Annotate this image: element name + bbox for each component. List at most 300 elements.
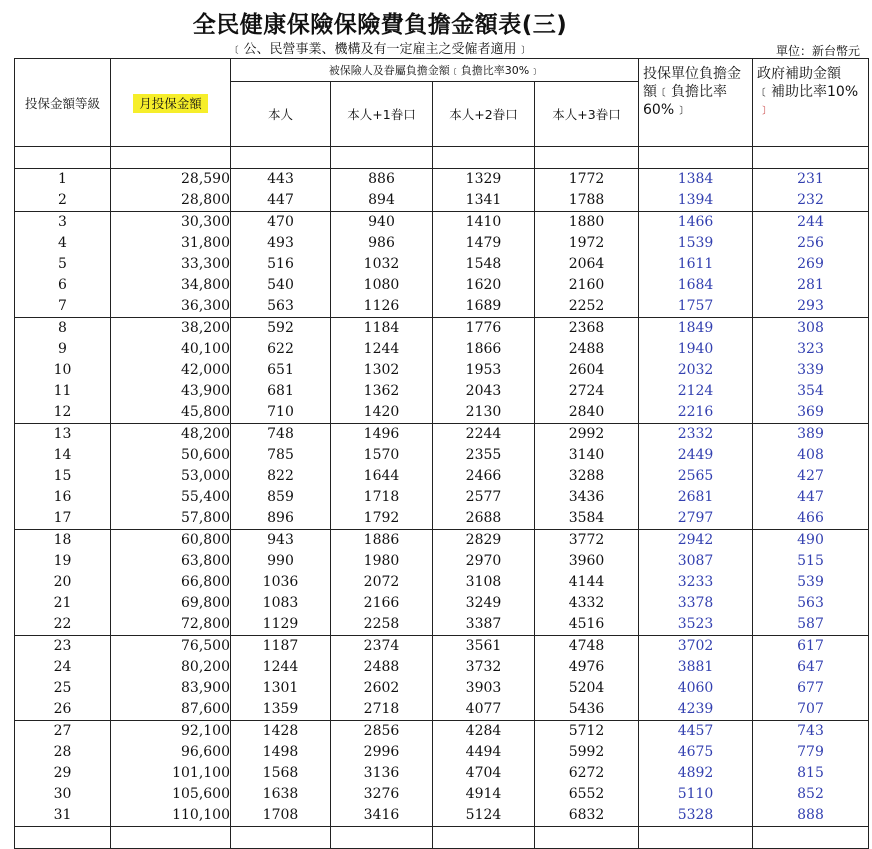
cell-self-plus-2: 3108: [433, 572, 535, 593]
cell-self-plus-2: 1329: [433, 169, 535, 191]
cell-self: 1428: [231, 721, 331, 743]
cell-grade: 24: [15, 657, 111, 678]
cell-government: 281: [753, 275, 869, 296]
cell-salary: 50,600: [111, 445, 231, 466]
cell-self-plus-1: 3136: [331, 763, 433, 784]
cell-self-plus-1: 1080: [331, 275, 433, 296]
cell-self-plus-1: 940: [331, 212, 433, 234]
cell-self-plus-3: 2252: [535, 296, 639, 318]
cell-self-plus-3: 3140: [535, 445, 639, 466]
cell-salary: 28,590: [111, 169, 231, 191]
cell-self-plus-1: 2488: [331, 657, 433, 678]
cell-employer: 1466: [639, 212, 753, 234]
cell-self-plus-2: 1620: [433, 275, 535, 296]
cell-self-plus-3: 2368: [535, 318, 639, 340]
cell-self-plus-1: 2374: [331, 636, 433, 658]
table-row: [15, 742, 869, 763]
cell-self: 563: [231, 296, 331, 318]
table-row: [15, 572, 869, 593]
cell-government: 815: [753, 763, 869, 784]
cell-self-plus-2: 1776: [433, 318, 535, 340]
header-government-bracket: ﹞: [757, 102, 772, 118]
cell-self-plus-2: 2130: [433, 402, 535, 424]
cell-self-plus-1: 1420: [331, 402, 433, 424]
cell-grade: 21: [15, 593, 111, 614]
cell-self: 785: [231, 445, 331, 466]
cell-employer: 3087: [639, 551, 753, 572]
cell-salary: 40,100: [111, 339, 231, 360]
cell-salary: 80,200: [111, 657, 231, 678]
cell-self-plus-1: 3276: [331, 784, 433, 805]
cell-self-plus-2: 4704: [433, 763, 535, 784]
cell-grade: 4: [15, 233, 111, 254]
header-employer-label: 投保單位負擔金額﹝負擔比率60%﹞: [643, 66, 742, 118]
cell-cutoff: [231, 827, 331, 849]
table-row: [15, 318, 869, 340]
cell-self-plus-3: 5436: [535, 699, 639, 721]
cell-self-plus-1: 1718: [331, 487, 433, 508]
cell-salary: 30,300: [111, 212, 231, 234]
cell-government: 408: [753, 445, 869, 466]
table-row: [15, 233, 869, 254]
cell-employer: 2124: [639, 381, 753, 402]
cell-self: 540: [231, 275, 331, 296]
page-title: 全民健康保險保險費負擔金額表(三): [192, 12, 568, 38]
cell-self-plus-1: 2602: [331, 678, 433, 699]
salary-highlight: 月投保金額: [133, 94, 208, 113]
cell-grade: 5: [15, 254, 111, 275]
cell-self: 516: [231, 254, 331, 275]
cell-government: 466: [753, 508, 869, 530]
cell-salary: 42,000: [111, 360, 231, 381]
cell-self-plus-3: 2064: [535, 254, 639, 275]
cell-self-plus-1: 886: [331, 169, 433, 191]
cell-self-plus-2: 2829: [433, 530, 535, 552]
cell-self-plus-3: 6272: [535, 763, 639, 784]
cell-grade: 27: [15, 721, 111, 743]
cell-self-plus-2: 3249: [433, 593, 535, 614]
table-row: [15, 551, 869, 572]
cell-employer: 4457: [639, 721, 753, 743]
cell-self-plus-1: 2072: [331, 572, 433, 593]
cell-government: 888: [753, 805, 869, 827]
cell-salary: 96,600: [111, 742, 231, 763]
cell-salary: 36,300: [111, 296, 231, 318]
cell-self-plus-3: 4748: [535, 636, 639, 658]
cell-employer: 1394: [639, 190, 753, 212]
table-row: [15, 763, 869, 784]
cell-grade: 30: [15, 784, 111, 805]
table-row: [15, 805, 869, 827]
cell-grade: 3: [15, 212, 111, 234]
cell-government: 256: [753, 233, 869, 254]
cell-self-plus-1: 1362: [331, 381, 433, 402]
cell-employer: 3881: [639, 657, 753, 678]
cell-government: 779: [753, 742, 869, 763]
header-employer: [639, 59, 753, 147]
cell-self-plus-3: 2840: [535, 402, 639, 424]
header-self-plus-3: 本人+3眷口: [535, 82, 639, 147]
cell-self-plus-2: 2466: [433, 466, 535, 487]
cell-self: 822: [231, 466, 331, 487]
cell-self-plus-2: 4914: [433, 784, 535, 805]
cell-government: 231: [753, 169, 869, 191]
cell-salary: 53,000: [111, 466, 231, 487]
cell-employer: 1684: [639, 275, 753, 296]
table-row: [15, 614, 869, 636]
cell-self-plus-3: 2992: [535, 424, 639, 446]
cell-self-plus-3: 1880: [535, 212, 639, 234]
table-row: [15, 381, 869, 402]
cell-grade: 16: [15, 487, 111, 508]
cell-self: 622: [231, 339, 331, 360]
cell-salary: 60,800: [111, 530, 231, 552]
cell-self-plus-2: 3561: [433, 636, 535, 658]
cell-grade: 13: [15, 424, 111, 446]
cell-salary: 105,600: [111, 784, 231, 805]
cell-grade: 31: [15, 805, 111, 827]
cell-self: 592: [231, 318, 331, 340]
cell-self-plus-2: 4494: [433, 742, 535, 763]
cell-government: 323: [753, 339, 869, 360]
cell-employer: 1611: [639, 254, 753, 275]
cell-self-plus-1: 1644: [331, 466, 433, 487]
cell-grade: 22: [15, 614, 111, 636]
cell-self-plus-3: 5204: [535, 678, 639, 699]
cell-self-plus-2: 2688: [433, 508, 535, 530]
header-self: 本人: [231, 82, 331, 147]
cell-government: 707: [753, 699, 869, 721]
cell-government: 539: [753, 572, 869, 593]
cell-self: 1129: [231, 614, 331, 636]
cell-self-plus-2: 3732: [433, 657, 535, 678]
cell-self: 943: [231, 530, 331, 552]
cell-self-plus-2: 2970: [433, 551, 535, 572]
cell-grade: 9: [15, 339, 111, 360]
cell-employer: 2797: [639, 508, 753, 530]
cell-employer: 4060: [639, 678, 753, 699]
table-row: [15, 169, 869, 191]
cell-grade: 1: [15, 169, 111, 191]
cell-self-plus-1: 986: [331, 233, 433, 254]
table-row: [15, 530, 869, 552]
table-row: [15, 360, 869, 381]
cell-self: 1568: [231, 763, 331, 784]
cell-government: 232: [753, 190, 869, 212]
page-subtitle: ﹝公、民營事業、機構及有一定雇主之受僱者適用﹞: [230, 42, 530, 57]
cell-government: 369: [753, 402, 869, 424]
cell-self-plus-3: 2160: [535, 275, 639, 296]
table-row: [15, 678, 869, 699]
cell-employer: 2449: [639, 445, 753, 466]
cell-self-plus-1: 1126: [331, 296, 433, 318]
table-row: [15, 466, 869, 487]
cell-self-plus-2: 1953: [433, 360, 535, 381]
cell-salary: 72,800: [111, 614, 231, 636]
cell-grade: 19: [15, 551, 111, 572]
cell-self-plus-2: 1410: [433, 212, 535, 234]
cell-cutoff: [15, 827, 111, 849]
cell-self-plus-1: 894: [331, 190, 433, 212]
cell-government: 293: [753, 296, 869, 318]
cell-self-plus-1: 1496: [331, 424, 433, 446]
cell-salary: 69,800: [111, 593, 231, 614]
table-row: [15, 593, 869, 614]
cell-self-plus-2: 1341: [433, 190, 535, 212]
cell-employer: 4892: [639, 763, 753, 784]
cell-employer: 4675: [639, 742, 753, 763]
cell-government: 427: [753, 466, 869, 487]
cell-self-plus-1: 2718: [331, 699, 433, 721]
cell-self-plus-3: 3584: [535, 508, 639, 530]
table-row: [15, 190, 869, 212]
cell-self-plus-1: 1184: [331, 318, 433, 340]
cell-employer: 2942: [639, 530, 753, 552]
cell-cutoff: [111, 827, 231, 849]
cell-grade: 10: [15, 360, 111, 381]
cell-employer: 4239: [639, 699, 753, 721]
cell-self-plus-2: 2355: [433, 445, 535, 466]
table-row: [15, 699, 869, 721]
cell-self: 710: [231, 402, 331, 424]
cell-salary: 28,800: [111, 190, 231, 212]
cell-government: 354: [753, 381, 869, 402]
cell-government: 743: [753, 721, 869, 743]
cell-employer: 2216: [639, 402, 753, 424]
cell-self-plus-1: 1980: [331, 551, 433, 572]
header-government-label: 政府補助金額﹝補助比率10%: [757, 66, 859, 100]
cell-self-plus-3: 3288: [535, 466, 639, 487]
cell-self-plus-3: 1772: [535, 169, 639, 191]
cell-self: 447: [231, 190, 331, 212]
cell-self: 990: [231, 551, 331, 572]
cell-employer: 3523: [639, 614, 753, 636]
cell-self-plus-3: 4976: [535, 657, 639, 678]
cell-employer: 2332: [639, 424, 753, 446]
cell-self: 1036: [231, 572, 331, 593]
cell-cutoff: [753, 827, 869, 849]
cell-self: 896: [231, 508, 331, 530]
table-row: [15, 402, 869, 424]
cell-self-plus-3: 4144: [535, 572, 639, 593]
cell-salary: 92,100: [111, 721, 231, 743]
cell-employer: 3378: [639, 593, 753, 614]
cell-grade: 23: [15, 636, 111, 658]
cell-self-plus-2: 2244: [433, 424, 535, 446]
cell-self-plus-1: 1244: [331, 339, 433, 360]
cell-government: 647: [753, 657, 869, 678]
table-row: [15, 721, 869, 743]
cell-salary: 33,300: [111, 254, 231, 275]
cell-self-plus-1: 2856: [331, 721, 433, 743]
cell-employer: 1757: [639, 296, 753, 318]
table-row: [15, 296, 869, 318]
cell-grade: 29: [15, 763, 111, 784]
cell-government: 563: [753, 593, 869, 614]
table-row-cutoff: [15, 827, 869, 849]
cell-salary: 76,500: [111, 636, 231, 658]
cell-grade: 11: [15, 381, 111, 402]
cell-self: 470: [231, 212, 331, 234]
cell-salary: 45,800: [111, 402, 231, 424]
cell-self: 1083: [231, 593, 331, 614]
cell-salary: 55,400: [111, 487, 231, 508]
cell-salary: 34,800: [111, 275, 231, 296]
cell-self-plus-2: 3903: [433, 678, 535, 699]
cell-salary: 48,200: [111, 424, 231, 446]
cell-grade: 26: [15, 699, 111, 721]
cell-self: 1187: [231, 636, 331, 658]
header-salary: [111, 59, 231, 147]
cell-self-plus-3: 5712: [535, 721, 639, 743]
cell-employer: 2681: [639, 487, 753, 508]
cell-cutoff: [535, 827, 639, 849]
cell-self-plus-2: 4077: [433, 699, 535, 721]
cell-self-plus-1: 1570: [331, 445, 433, 466]
cell-self: 859: [231, 487, 331, 508]
cell-self-plus-2: 4284: [433, 721, 535, 743]
cell-self-plus-3: 4516: [535, 614, 639, 636]
cell-grade: 17: [15, 508, 111, 530]
cell-salary: 43,900: [111, 381, 231, 402]
cell-government: 447: [753, 487, 869, 508]
cell-government: 389: [753, 424, 869, 446]
cell-cutoff: [331, 827, 433, 849]
cell-self: 1638: [231, 784, 331, 805]
cell-self-plus-3: 4332: [535, 593, 639, 614]
cell-grade: 7: [15, 296, 111, 318]
cell-self-plus-3: 2488: [535, 339, 639, 360]
cell-self-plus-2: 2577: [433, 487, 535, 508]
cell-self-plus-3: 3436: [535, 487, 639, 508]
table-row: [15, 212, 869, 234]
cell-government: 677: [753, 678, 869, 699]
table-row: [15, 254, 869, 275]
table-row: [15, 445, 869, 466]
cell-salary: 31,800: [111, 233, 231, 254]
cell-self-plus-2: 1866: [433, 339, 535, 360]
cell-salary: 101,100: [111, 763, 231, 784]
cell-self-plus-3: 6832: [535, 805, 639, 827]
cell-self: 493: [231, 233, 331, 254]
cell-employer: 2565: [639, 466, 753, 487]
cell-employer: 1849: [639, 318, 753, 340]
cell-self: 1708: [231, 805, 331, 827]
cell-self: 1244: [231, 657, 331, 678]
cell-self: 1359: [231, 699, 331, 721]
cell-government: 308: [753, 318, 869, 340]
cell-self-plus-2: 1689: [433, 296, 535, 318]
cell-self-plus-3: 3960: [535, 551, 639, 572]
table-row: [15, 636, 869, 658]
cell-government: 490: [753, 530, 869, 552]
cell-salary: 57,800: [111, 508, 231, 530]
cell-employer: 5110: [639, 784, 753, 805]
cell-grade: 2: [15, 190, 111, 212]
cell-government: 852: [753, 784, 869, 805]
cell-self-plus-3: 2724: [535, 381, 639, 402]
cell-self-plus-1: 1792: [331, 508, 433, 530]
table-row: [15, 339, 869, 360]
cell-government: 269: [753, 254, 869, 275]
table-row: [15, 424, 869, 446]
header-self-plus-2: 本人+2眷口: [433, 82, 535, 147]
cell-self-plus-3: 1788: [535, 190, 639, 212]
cell-self-plus-1: 1032: [331, 254, 433, 275]
table-row: [15, 508, 869, 530]
cell-salary: 38,200: [111, 318, 231, 340]
cell-grade: 18: [15, 530, 111, 552]
table-row: [15, 487, 869, 508]
header-insured-group: 被保險人及眷屬負擔金額﹝負擔比率30%﹞: [231, 59, 639, 82]
cell-self: 1498: [231, 742, 331, 763]
cell-employer: 3233: [639, 572, 753, 593]
cell-salary: 83,900: [111, 678, 231, 699]
cell-grade: 12: [15, 402, 111, 424]
cell-self-plus-2: 5124: [433, 805, 535, 827]
cell-employer: 1384: [639, 169, 753, 191]
cell-grade: 20: [15, 572, 111, 593]
cell-self-plus-3: 3772: [535, 530, 639, 552]
cell-self-plus-3: 5992: [535, 742, 639, 763]
cell-self-plus-3: 6552: [535, 784, 639, 805]
cell-self: 1301: [231, 678, 331, 699]
cell-employer: 2032: [639, 360, 753, 381]
cell-employer: 3702: [639, 636, 753, 658]
cell-self: 681: [231, 381, 331, 402]
table-row: [15, 784, 869, 805]
cell-government: 339: [753, 360, 869, 381]
cell-salary: 110,100: [111, 805, 231, 827]
table-row: [15, 657, 869, 678]
cell-self: 748: [231, 424, 331, 446]
cell-self-plus-1: 1886: [331, 530, 433, 552]
table-row: [15, 275, 869, 296]
cell-government: 244: [753, 212, 869, 234]
currency-unit: 單位：新台幣元: [775, 44, 860, 58]
cell-self-plus-1: 2996: [331, 742, 433, 763]
cell-self-plus-2: 1548: [433, 254, 535, 275]
header-grade: 投保金額等級: [15, 59, 111, 147]
cell-self: 443: [231, 169, 331, 191]
cell-grade: 28: [15, 742, 111, 763]
cell-employer: 1940: [639, 339, 753, 360]
cell-government: 515: [753, 551, 869, 572]
cell-self-plus-3: 1972: [535, 233, 639, 254]
header-government: [753, 59, 869, 147]
cell-self-plus-2: 3387: [433, 614, 535, 636]
cell-salary: 66,800: [111, 572, 231, 593]
cell-self: 651: [231, 360, 331, 381]
cell-self-plus-1: 1302: [331, 360, 433, 381]
cell-grade: 15: [15, 466, 111, 487]
cell-grade: 14: [15, 445, 111, 466]
cell-self-plus-2: 2043: [433, 381, 535, 402]
cell-self-plus-1: 2166: [331, 593, 433, 614]
header-self-plus-1: 本人+1眷口: [331, 82, 433, 147]
cell-government: 587: [753, 614, 869, 636]
cell-employer: 1539: [639, 233, 753, 254]
cell-employer: 5328: [639, 805, 753, 827]
cell-self-plus-2: 1479: [433, 233, 535, 254]
cell-cutoff: [433, 827, 535, 849]
cell-salary: 87,600: [111, 699, 231, 721]
cell-salary: 63,800: [111, 551, 231, 572]
cell-self-plus-3: 2604: [535, 360, 639, 381]
cell-self-plus-1: 3416: [331, 805, 433, 827]
cell-grade: 8: [15, 318, 111, 340]
table-body: [15, 147, 869, 849]
